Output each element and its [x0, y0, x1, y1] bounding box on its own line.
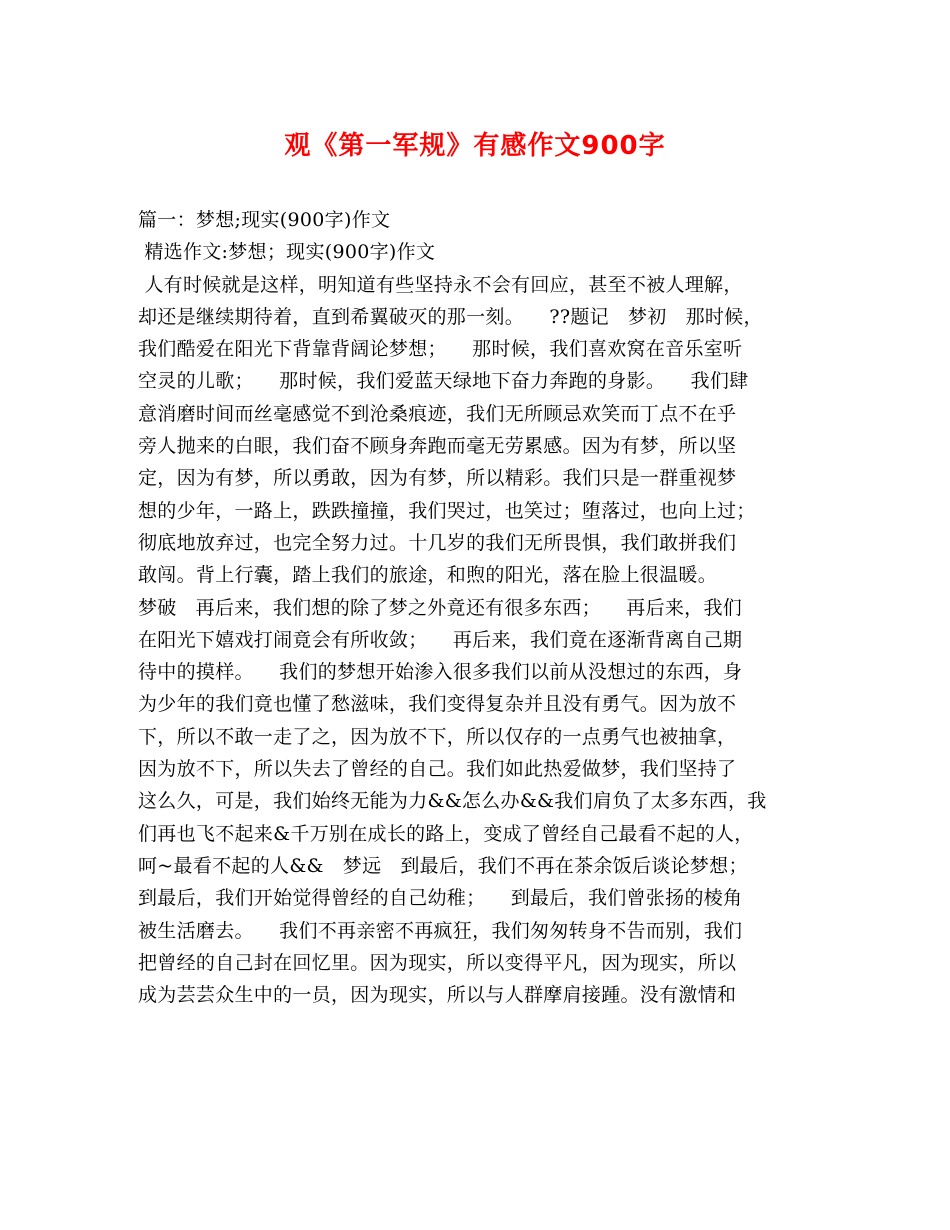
body-line: 想的少年，一路上，跌跌撞撞，我们哭过，也笑过；堕落过，也向上过； — [138, 499, 756, 522]
body-line: 这么久，可是，我们始终无能为力&&怎么办&&我们肩负了太多东西，我 — [138, 790, 767, 813]
body-line: 意消磨时间而丝毫感觉不到沧桑痕迹，我们无所顾忌欢笑而丁点不在乎 — [138, 402, 737, 425]
document-body — [138, 204, 838, 1011]
body-line: 旁人抛来的白眼，我们奋不顾身奔跑而毫无劳累感。因为有梦，所以坚 — [138, 435, 737, 458]
body-line: 梦破 再后来，我们想的除了梦之外竟还有很多东西； 再后来，我们 — [138, 596, 743, 619]
body-line: 为少年的我们竟也懂了愁滋味，我们变得复杂并且没有勇气。因为放不 — [138, 693, 737, 716]
body-line: 却还是继续期待着，直到希翼破灭的那一刻。 ??题记 梦初 那时候， — [138, 305, 763, 328]
body-line: 人有时候就是这样，明知道有些坚持永不会有回应，甚至不被人理解， — [138, 273, 743, 296]
body-line: 精选作文:梦想；现实(900字)作文 — [138, 241, 436, 264]
body-line: 待中的摸样。 我们的梦想开始渗入很多我们以前从没想过的东西，身 — [138, 661, 743, 684]
body-line: 把曾经的自己封在回忆里。因为现实，所以变得平凡，因为现实，所以 — [138, 951, 737, 974]
body-line: 我们酷爱在阳光下背靠背阔论梦想； 那时候，我们喜欢窝在音乐室听 — [138, 338, 743, 361]
body-line: 在阳光下嬉戏打闹竟会有所收敛； 再后来，我们竟在逐渐背离自己期 — [138, 628, 743, 651]
body-line: 到最后，我们开始觉得曾经的自己幼稚； 到最后，我们曾张扬的棱角 — [138, 887, 743, 910]
body-line: 们再也飞不起来&千万别在成长的路上，变成了曾经自己最看不起的人， — [138, 822, 754, 845]
body-line: 成为芸芸众生中的一员，因为现实，所以与人群摩肩接踵。没有激情和 — [138, 984, 737, 1007]
body-line: 彻底地放弃过，也完全努力过。十几岁的我们无所畏惧，我们敢拼我们 — [138, 531, 737, 554]
body-line: 敢闯。背上行囊，踏上我们的旅途，和煦的阳光，落在脸上很温暖。 — [138, 564, 718, 587]
body-line: 因为放不下，所以失去了曾经的自己。我们如此热爱做梦，我们坚持了 — [138, 758, 737, 781]
document-title: 观《第一军规》有感作文900字 — [284, 131, 666, 161]
body-line: 定，因为有梦，所以勇敢，因为有梦，所以精彩。我们只是一群重视梦 — [138, 467, 737, 490]
body-line: 空灵的儿歌； 那时候，我们爱蓝天绿地下奋力奔跑的身影。 我们肆 — [138, 370, 749, 393]
body-line: 被生活磨去。 我们不再亲密不再疯狂，我们匆匆转身不告而别，我们 — [138, 919, 743, 942]
body-line: 下，所以不敢一走了之，因为放不下，所以仅存的一点勇气也被抽拿， — [138, 725, 737, 748]
body-line: 呵~最看不起的人&& 梦远 到最后，我们不再在茶余饭后谈论梦想； — [138, 854, 748, 877]
body-line: 篇一：梦想;现实(900字)作文 — [138, 209, 391, 231]
